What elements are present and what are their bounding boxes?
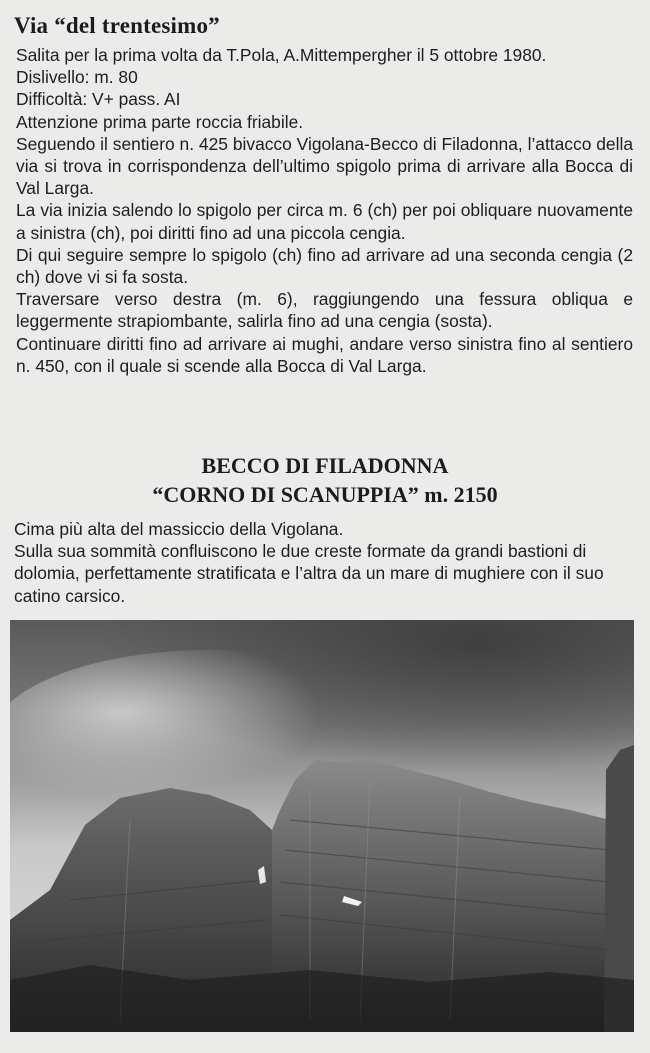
peak-heading [0, 451, 650, 509]
route-descent: Continuare diritti fino ad arrivare ai mughi, andare verso sinistra fino al sentiero n. 450, con il quale si scende alla Bocca di Val Larga. [16, 333, 633, 376]
route-difficulty: Difficoltà: V+ pass. AI [16, 89, 181, 110]
route-title: Via “del trentesimo” [14, 13, 220, 38]
peak-summary: Cima più alta del massiccio della Vigolana. [14, 519, 344, 539]
route-pitch-2: Di qui seguire sempre lo spigolo (ch) fino ad arrivare ad una seconda cengia (2 ch) dove vi si fa sosta. [16, 244, 633, 288]
peak-description [14, 518, 634, 607]
route-first-ascent: Salita per la prima volta da T.Pola, A.Mittempergher il 5 ottobre 1980. [16, 45, 547, 65]
route-pitch-1: La via inizia salendo lo spigolo per circa m. 6 (ch) per poi obliquare nuovamente a sinistra (ch), poi diritti fino ad una piccola cengia. [16, 200, 633, 243]
peak-title-line-1: BECCO DI FILADONNA [201, 453, 449, 478]
peak-ridges: Sulla sua sommità confluiscono le due creste formate da grandi bastioni di dolomia, perfettamente stratificata e l’altra da un mare di mughiere con il suo catino carsico. [14, 541, 604, 606]
peak-title-line-2: “CORNO DI SCANUPPIA” m. 2150 [152, 482, 498, 507]
route-warning: Attenzione prima parte roccia friabile. [16, 111, 304, 132]
route-description [16, 44, 633, 377]
mountain-photo [10, 620, 634, 1032]
mountain-photo-image [10, 620, 634, 1032]
route-approach: Seguendo il sentiero n. 425 bivacco Vigolana-Becco di Filadonna, l’attacco della via si trova in corrispondenza dell’ultimo spigolo prima di arrivare alla Bocca di Val Larga. [16, 133, 633, 199]
route-pitch-3: Traversare verso destra (m. 6), raggiungendo una fessura obliqua e leggermente strapiombante, salirla fino ad una cengia (sosta). [16, 289, 633, 332]
route-elevation-gain: Dislivello: m. 80 [16, 67, 138, 88]
